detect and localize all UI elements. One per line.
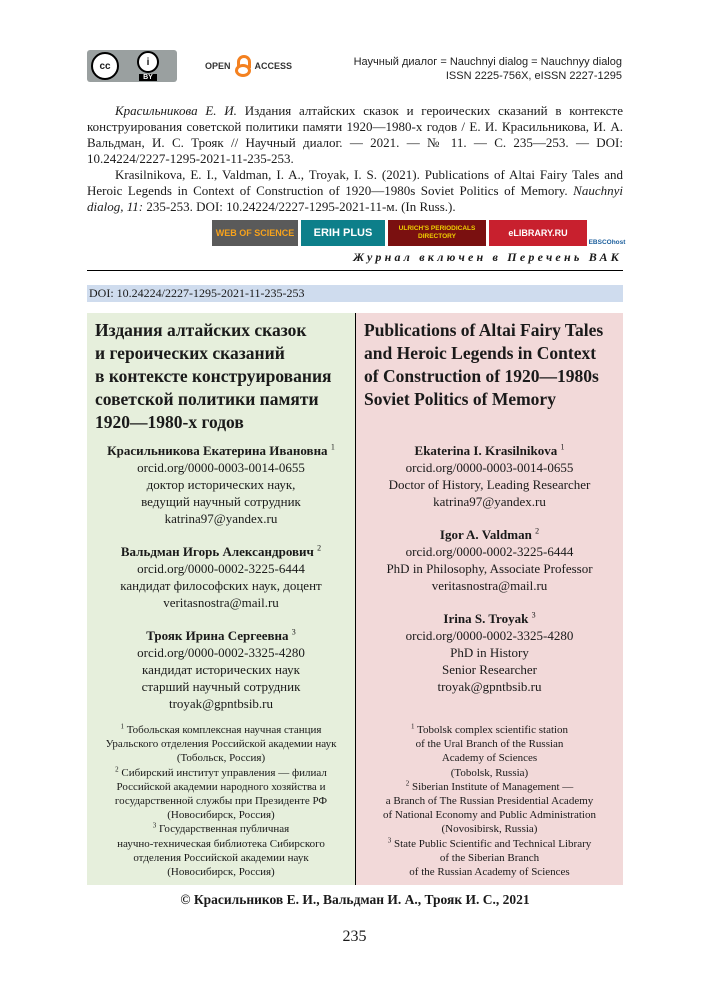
index-logos xyxy=(212,220,624,246)
author-position: Senior Researcher xyxy=(442,662,537,677)
author-degree: доктор исторических наук, xyxy=(146,477,296,492)
author-sup: 2 xyxy=(317,543,322,553)
author-sup: 3 xyxy=(531,610,536,620)
affiliations-en xyxy=(356,723,623,879)
citation-ru xyxy=(87,103,623,167)
author-sup: 1 xyxy=(560,442,565,452)
oa-left-text: OPEN xyxy=(205,61,231,71)
author-sup: 2 xyxy=(535,526,540,536)
affil-line: of the Russian Academy of Sciences xyxy=(409,866,570,879)
ulrichs-logo: ULRICH'S PERIODICALS DIRECTORY xyxy=(388,220,486,246)
author-position: ведущий научный сотрудник xyxy=(141,494,301,509)
journal-issn: ISSN 2225-756X, eISSN 2227-1295 xyxy=(445,70,622,82)
author-ru-3 xyxy=(87,627,355,712)
journal-name: Научный диалог = Nauchnyi dialog = Nauchnyy dialog xyxy=(353,56,622,68)
title-en xyxy=(364,319,619,411)
affil-line: отделения Российской академии наук xyxy=(133,851,309,864)
author-email: katrina97@yandex.ru xyxy=(433,494,546,509)
author-name: Трояк Ирина Сергеевна xyxy=(146,628,289,643)
divider-rule xyxy=(87,270,623,271)
affil-line: Siberian Institute of Management — xyxy=(411,780,574,793)
affil-line: (Tobolsk, Russia) xyxy=(450,766,529,779)
affil-sup: 1 xyxy=(410,722,415,731)
affil-line: (Тобольск, Россия) xyxy=(176,752,266,765)
journal-header xyxy=(354,55,622,83)
open-access-logo xyxy=(205,52,295,80)
author-name: Irina S. Troyak xyxy=(443,611,529,626)
author-email: veritasnostra@mail.ru xyxy=(431,578,548,593)
affil-line: государственной службы при Президенте РФ xyxy=(114,795,328,808)
title-en-line: and Heroic Legends in Context xyxy=(364,343,597,363)
author-email: troyak@gpntbsib.ru xyxy=(168,696,274,711)
citation-en-text: Krasilnikova, E. I., Valdman, I. A., Troyak, I. S. (2021). Publications of Altai Fairy Tales and Heroic Legends in Context of Construction of 1920—1980s Soviet Politics of Memory. xyxy=(87,167,623,198)
author-orcid: orcid.org/0000-0003-0014-0655 xyxy=(405,460,574,475)
title-en-line: Soviet Politics of Memory xyxy=(364,389,556,409)
affil-line: Tobolsk complex scientific station xyxy=(417,724,569,736)
title-ru-line: в контексте конструирования xyxy=(95,366,332,386)
author-degree: Doctor of History, Leading Researcher xyxy=(388,477,591,492)
author-ru-1 xyxy=(87,442,355,527)
author-orcid: orcid.org/0000-0003-0014-0655 xyxy=(137,460,305,475)
author-en-2 xyxy=(356,526,623,594)
author-degree: PhD in History xyxy=(450,645,529,660)
author-name: Ekaterina I. Krasilnikova xyxy=(414,443,558,458)
erih-plus-logo: ERIH PLUS xyxy=(301,220,385,246)
affil-sup: 1 xyxy=(120,722,125,731)
affil-line: Academy of Sciences xyxy=(441,752,538,765)
author-orcid: orcid.org/0000-0002-3325-4280 xyxy=(137,645,305,660)
title-ru xyxy=(95,319,350,434)
copyright: © Красильников Е. И., Вальдман И. А., Трояк И. С., 2021 xyxy=(180,892,530,907)
author-name: Igor A. Valdman xyxy=(439,527,532,542)
author-name: Вальдман Игорь Александрович xyxy=(120,544,314,559)
author-email: troyak@gpntbsib.ru xyxy=(437,679,542,694)
affil-line: Уральского отделения Российской академии наук xyxy=(105,738,337,751)
doi-bar: DOI: 10.24224/2227-1295-2021-11-235-253 xyxy=(87,285,623,302)
attribution-icon: i xyxy=(137,51,159,73)
cc-by-license-logo xyxy=(87,50,177,82)
affil-line: State Public Scientific and Technical Library xyxy=(393,837,592,850)
title-ru-line: советской политики памяти xyxy=(95,389,319,409)
affil-line: Государственная публичная xyxy=(159,823,290,836)
cc-icon: cc xyxy=(91,52,119,80)
affil-sup: 3 xyxy=(387,835,392,844)
affiliations-ru xyxy=(87,723,355,879)
author-sup: 1 xyxy=(330,442,335,452)
ebsco-logo: EBSCOhost xyxy=(590,220,624,246)
title-ru-line: и героических сказаний xyxy=(95,343,285,363)
affil-line: a Branch of The Russian Presidential Academy xyxy=(385,795,594,808)
author-degree: PhD in Philosophy, Associate Professor xyxy=(386,561,593,576)
affil-line: Российской академии народного хозяйства и xyxy=(116,780,326,793)
author-email: katrina97@yandex.ru xyxy=(164,511,278,526)
oa-right-text: ACCESS xyxy=(254,61,293,71)
title-en-line: of Construction of 1920—1980s xyxy=(364,366,599,386)
affil-line: of the Ural Branch of the Russian xyxy=(415,738,564,751)
affil-line: Сибирский институт управления — филиал xyxy=(121,766,327,779)
title-ru-line: 1920—1980-х годов xyxy=(95,412,244,432)
author-email: veritasnostra@mail.ru xyxy=(163,595,279,610)
title-ru-line: Издания алтайских сказок xyxy=(95,320,307,340)
author-name: Красильникова Екатерина Ивановна xyxy=(107,443,328,458)
affil-line: (Novosibirsk, Russia) xyxy=(441,823,538,836)
author-orcid: orcid.org/0000-0002-3325-4280 xyxy=(405,628,574,643)
citation-en-journal: Nauchnyi dialog, 11: xyxy=(87,183,623,214)
author-orcid: orcid.org/0000-0002-3225-6444 xyxy=(405,544,574,559)
affil-line: (Новосибирск, Россия) xyxy=(167,809,275,822)
author-ru-2 xyxy=(87,543,355,611)
citation-en-tail: 235-253. DOI: 10.24224/2227-1295-2021-11-м. (In Russ.). xyxy=(143,199,456,214)
title-en-line: Publications of Altai Fairy Tales xyxy=(364,320,604,340)
affil-sup: 2 xyxy=(405,779,410,788)
author-en-3 xyxy=(356,610,623,695)
citation-en xyxy=(87,167,623,215)
cc-by-label: BY xyxy=(139,74,157,81)
affil-sup: 3 xyxy=(152,821,157,830)
affil-line: Тобольская комплексная научная станция xyxy=(126,724,322,736)
affil-line: (Новосибирск, Россия) xyxy=(167,866,275,879)
open-lock-icon xyxy=(235,55,251,77)
author-orcid: orcid.org/0000-0002-3225-6444 xyxy=(137,561,305,576)
author-en-1 xyxy=(356,442,623,510)
author-degree: кандидат философских наук, доцент xyxy=(120,578,322,593)
affil-line: of the Siberian Branch xyxy=(439,851,540,864)
citation-ru-text: Издания алтайских сказок и героических сказаний в контексте конструирования советской политики памяти 1920—1980-х годов / Е. И. Красильникова, И. А. Вальдман, И. С. Трояк // Научный диалог. — 2021. — № 11. — С. 235—253. — DOI: 10.24224/2227-1295-2021-11-235-253. xyxy=(87,103,624,166)
author-sup: 3 xyxy=(291,627,296,637)
citation-ru-authors: Красильникова Е. И. xyxy=(115,103,237,118)
page-number: 235 xyxy=(342,928,367,945)
affil-line: of National Economy and Public Administration xyxy=(383,809,596,822)
author-position: старший научный сотрудник xyxy=(141,679,301,694)
affil-line: научно-техническая библиотека Сибирского xyxy=(117,837,325,850)
vak-notice: Журнал включен в Перечень ВАК xyxy=(353,250,622,264)
elibrary-logo: eLIBRARY.RU xyxy=(489,220,587,246)
author-degree: кандидат исторических наук xyxy=(142,662,300,677)
web-of-science-logo: WEB OF SCIENCE xyxy=(212,220,298,246)
affil-sup: 2 xyxy=(115,764,119,773)
